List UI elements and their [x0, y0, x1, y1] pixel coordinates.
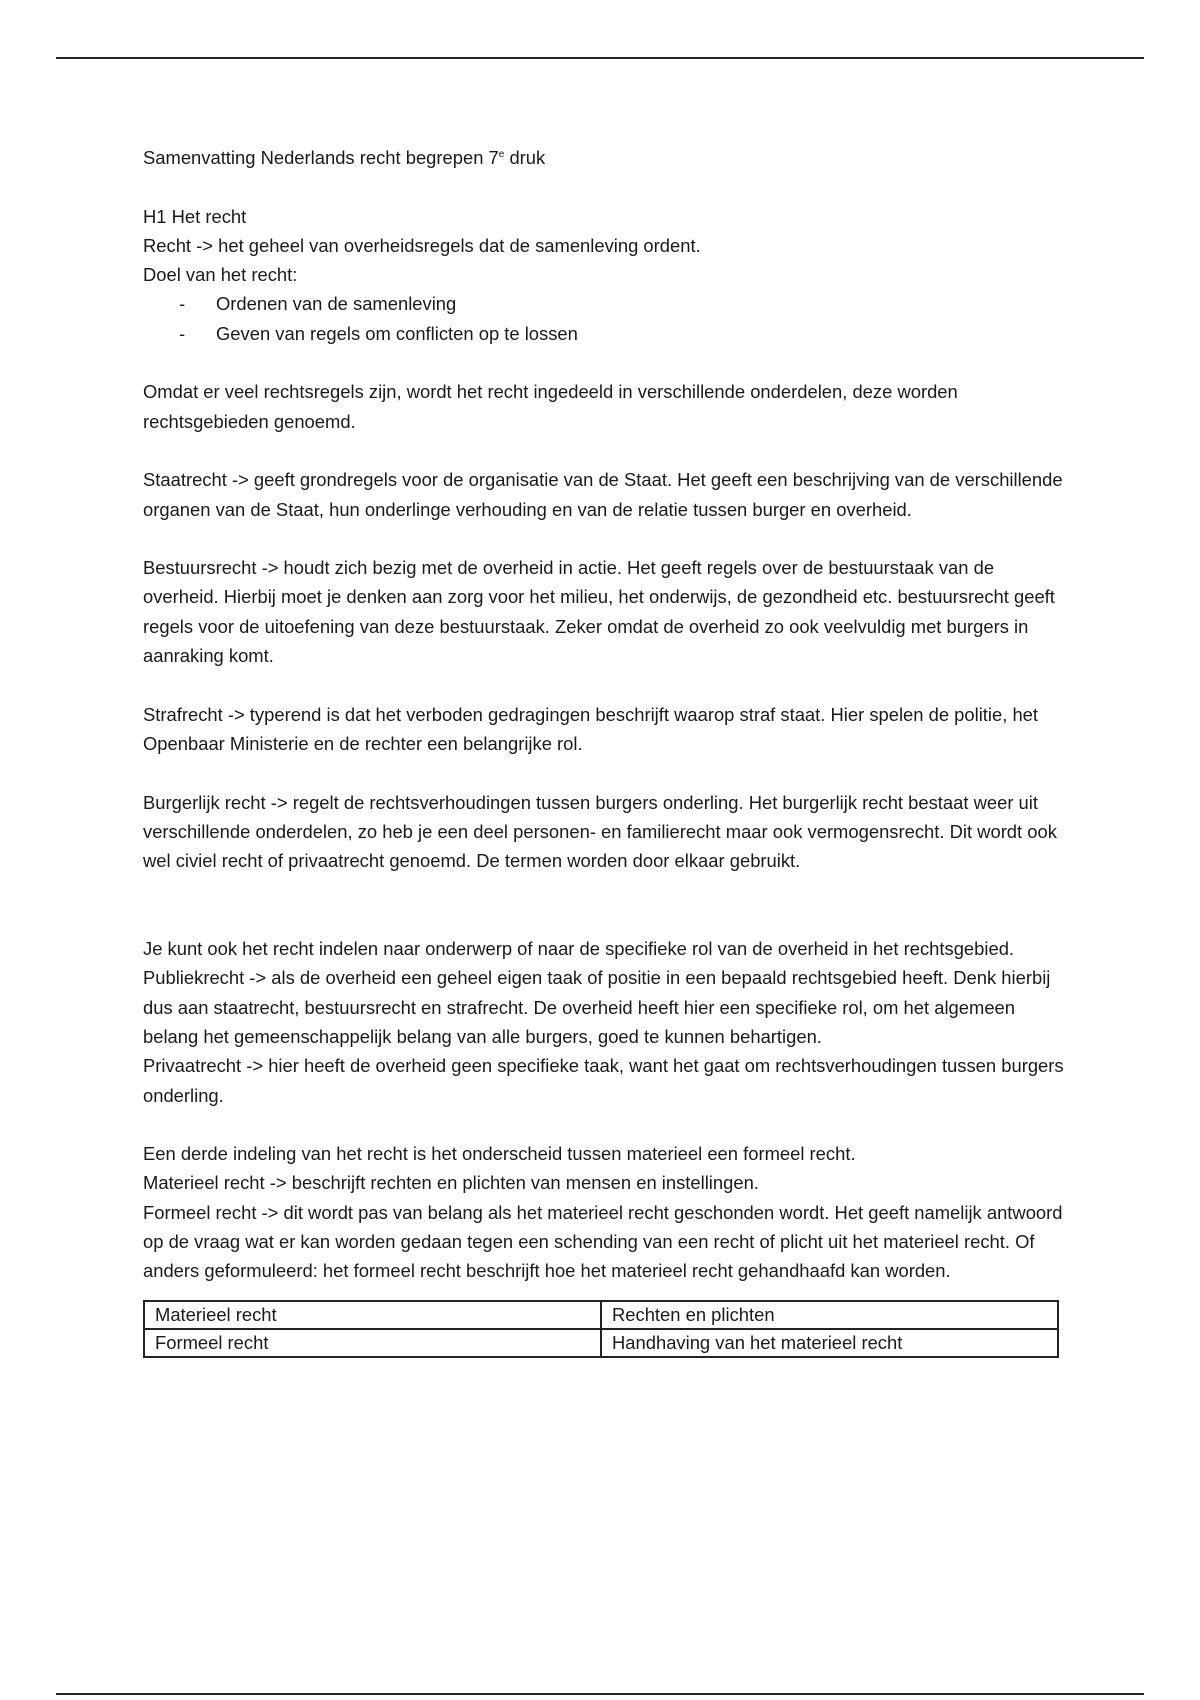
doel-list — [143, 289, 1068, 348]
table-cell: Materieel recht — [144, 1301, 601, 1329]
paragraph-derde-indeling: Een derde indeling van het recht is het onderscheid tussen materieel een formeel recht. — [143, 1143, 856, 1165]
paragraph-rechtsgebieden: Omdat er veel rechtsregels zijn, wordt het recht ingedeeld in verschillende onderdelen, deze worden rechtsgebieden genoemd. — [143, 381, 958, 432]
bullet-dash: - — [179, 293, 186, 315]
doel-label: Doel van het recht: — [143, 264, 298, 286]
recht-definition: Recht -> het geheel van overheidsregels dat de samenleving ordent. — [143, 234, 701, 256]
paragraph-publiekrecht: Publiekrecht -> als de overheid een geheel eigen taak of positie in een bepaald rechtsgebied heeft. Denk hierbij dus aan staatrecht, bestuursrecht en strafrecht. De overheid heeft hier een specifieke rol, om het algemeen belang het gemeenschappelijk belang van alle burgers, goed te kunnen behartigen. — [143, 967, 1051, 1047]
paragraph-formeel-recht: Formeel recht -> dit wordt pas van belang als het materieel recht geschonden wordt. Het geeft namelijk antwoord op de vraag wat er kan worden gedaan tegen een schending van een recht of plicht uit het materieel recht. Of anders geformuleerd: het formeel recht beschrijft hoe het materieel recht gehandhaafd kan worden. — [143, 1201, 1063, 1282]
bottom-rule — [56, 1693, 1144, 1695]
paragraph-indelen: Je kunt ook het recht indelen naar onderwerp of naar de specifieke rol van de overheid in het rechtsgebied. — [143, 938, 1015, 960]
document-title: Samenvatting Nederlands recht begrepen 7e druk — [143, 147, 546, 168]
bullet-dash: - — [179, 322, 186, 344]
table-cell: Handhaving van het materieel recht — [601, 1329, 1058, 1357]
table-cell: Formeel recht — [144, 1329, 601, 1357]
table-row — [144, 1329, 1058, 1357]
paragraph-strafrecht: Strafrecht -> typerend is dat het verboden gedragingen beschrijft waarop straf staat. Hier spelen de politie, het Openbaar Ministerie en de rechter een belangrijke rol. — [143, 703, 1039, 754]
table-cell: Rechten en plichten — [601, 1301, 1058, 1329]
paragraph-bestuursrecht: Bestuursrecht -> houdt zich bezig met de overheid in actie. Het geeft regels over de bestuurstaak van de overheid. Hierbij moet je denken aan zorg voor het milieu, het onderwijs, de gezondheid etc. bestuursrecht geeft regels voor de uitoefening van deze bestuurstaak. Zeker omdat de overheid zo ook veelvuldig met burgers in aanraking komt. — [143, 557, 1055, 667]
top-rule — [56, 57, 1144, 59]
list-item: - Geven van regels om conflicten op te lossen — [143, 319, 1068, 348]
recht-table — [143, 1300, 1059, 1358]
document-body — [143, 143, 1068, 1358]
paragraph-privaatrecht: Privaatrecht -> hier heeft de overheid geen specifieke taak, want het gaat om rechtsverhoudingen tussen burgers onderling. — [143, 1055, 1064, 1106]
table-row — [144, 1301, 1058, 1329]
paragraph-burgerlijk-recht: Burgerlijk recht -> regelt de rechtsverhoudingen tussen burgers onderling. Het burgerlijk recht bestaat weer uit verschillende onderdelen, zo heb je een deel personen- en familierecht maar ook vermogensrecht. Dit wordt ook wel civiel recht of privaatrecht genoemd. De termen worden door elkaar gebruikt. — [143, 791, 1057, 872]
paragraph-staatrecht: Staatrecht -> geeft grondregels voor de organisatie van de Staat. Het geeft een beschrijving van de verschillende organen van de Staat, hun onderlinge verhouding en van de relatie tussen burger en overheid. — [143, 469, 1063, 520]
list-item: - Ordenen van de samenleving — [143, 289, 1068, 318]
paragraph-materieel-recht: Materieel recht -> beschrijft rechten en plichten van mensen en instellingen. — [143, 1172, 759, 1194]
chapter-heading: H1 Het recht — [143, 205, 247, 227]
